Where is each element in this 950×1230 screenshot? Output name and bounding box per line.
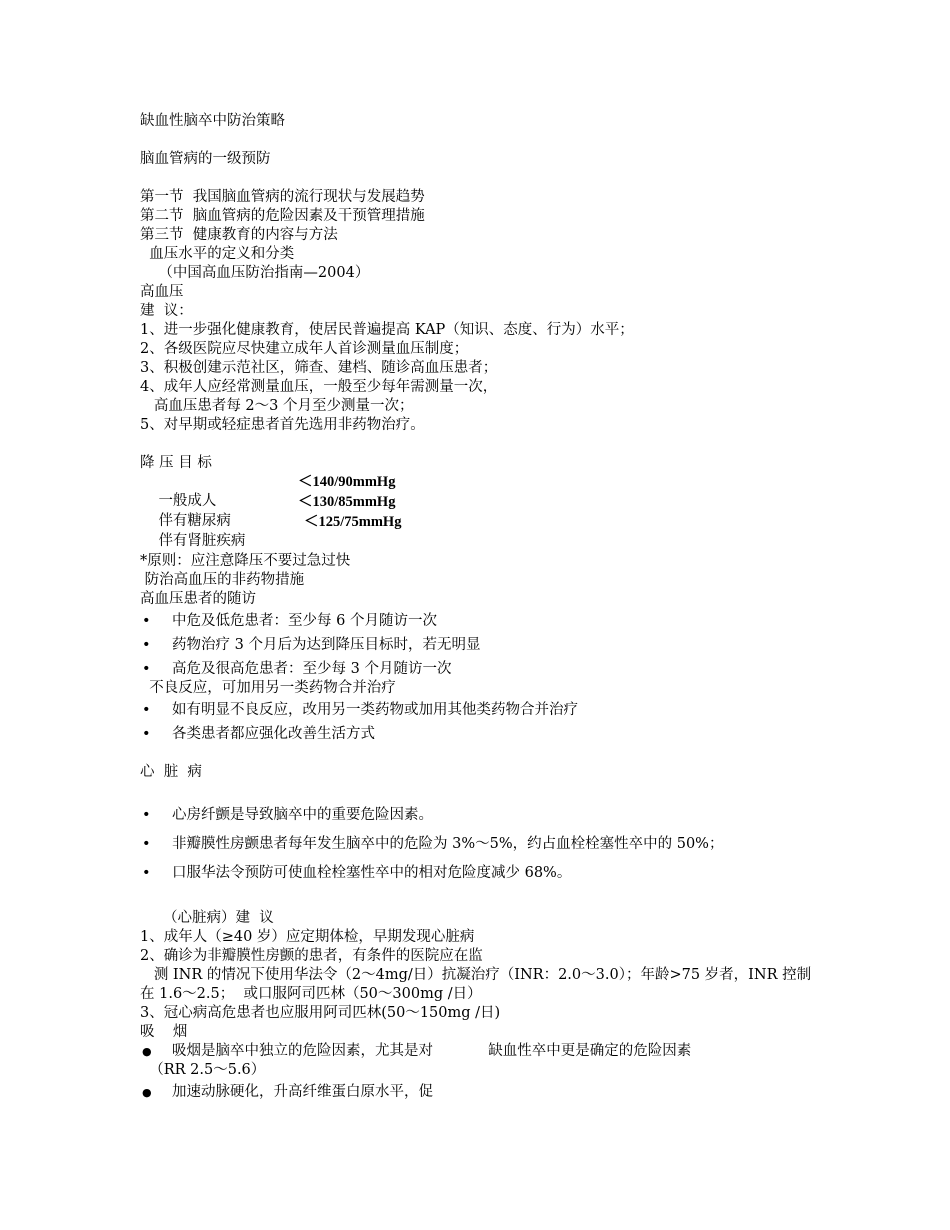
advice-heading: 建 议： xyxy=(140,303,193,319)
doc-subtitle: 脑血管病的一级预防 xyxy=(140,151,271,167)
hypertension-heading: 高血压 xyxy=(140,284,184,300)
advice-item: 高血压患者每 2～3 个月至少测量一次； xyxy=(140,398,414,414)
section-2: 第二节 脑血管病的危险因素及干预管理措施 xyxy=(140,208,425,224)
smoking-bullet: ● 吸烟是脑卒中独立的危险因素，尤其是对 缺血性卒中更是确定的危险因素 xyxy=(142,1043,692,1059)
advice-item: 1、进一步强化健康教育，使居民普遍提高 KAP（知识、态度、行为）水平； xyxy=(140,322,634,338)
smoking-bullet: ● 加速动脉硬化，升高纤维蛋白原水平，促 xyxy=(142,1084,433,1100)
followup-heading: 高血压患者的随访 xyxy=(140,591,256,607)
heart-advice-heading: （心脏病）建 议 xyxy=(140,910,274,926)
bullet-icon: • xyxy=(142,807,151,823)
followup-bullet: • 如有明显不良反应，改用另一类药物或加用其他类药物合并治疗 xyxy=(142,702,578,718)
heart-bullet: • 口服华法令预防可使血栓栓塞性卒中的相对危险度减少 68%。 xyxy=(142,865,572,881)
bp-definition-heading: 血压水平的定义和分类 xyxy=(140,246,295,262)
target-row xyxy=(140,513,840,549)
heart-advice-item: 1、成年人（≥40 岁）应定期体检，早期发现心脏病 xyxy=(140,929,475,945)
section-1: 第一节 我国脑血管病的流行现状与发展趋势 xyxy=(140,189,425,205)
bullet-icon: ● xyxy=(142,1086,152,1099)
advice-item: 3、积极创建示范社区，筛查、建档、随诊高血压患者； xyxy=(140,360,498,376)
target-label: 伴有肾脏疾病 xyxy=(158,533,246,549)
doc-title: 缺血性脑卒中防治策略 xyxy=(140,113,285,129)
followup-bullet: • 中危及低危患者：至少每 6 个月随访一次 xyxy=(142,613,437,629)
bullet-icon: • xyxy=(142,613,151,629)
target-heading: 降 压 目 标 xyxy=(140,455,212,471)
advice-item: 2、各级医院应尽快建立成年人首诊测量血压制度； xyxy=(140,341,469,357)
section-3: 第三节 健康教育的内容与方法 xyxy=(140,227,338,243)
bullet-icon: • xyxy=(142,661,151,677)
bullet-icon: • xyxy=(142,726,151,742)
bullet-icon: • xyxy=(142,865,151,881)
heart-advice-item: 测 INR 的情况下使用华法令（2～4mg/日）抗凝治疗（INR：2.0～3.0）；年龄>75 岁者，INR 控制 xyxy=(140,967,812,983)
followup-bullet: • 高危及很高危患者：至少每 3 个月随访一次 xyxy=(142,661,452,677)
target-value: ＜140/90mmHg xyxy=(298,474,396,490)
followup-bullet: • 各类患者都应强化改善生活方式 xyxy=(142,726,375,742)
bullet-icon: • xyxy=(142,637,151,653)
bullet-icon: • xyxy=(142,836,151,852)
smoking-continuation: （RR 2.5～5.6） xyxy=(140,1062,266,1078)
followup-continuation: 不良反应，可加用另一类药物合并治疗 xyxy=(140,680,396,696)
advice-item: 4、成年人应经常测量血压，一般至少每年需测量一次， xyxy=(140,379,498,395)
bullet-icon: ● xyxy=(142,1045,152,1058)
smoking-heading: 吸 烟 xyxy=(140,1024,188,1040)
followup-bullet: • 药物治疗 3 个月后为达到降压目标时，若无明显 xyxy=(142,637,481,653)
non-drug-heading: 防治高血压的非药物措施 xyxy=(140,572,305,588)
heart-heading: 心 脏 病 xyxy=(140,764,202,780)
heart-advice-item: 2、确诊为非瓣膜性房颤的患者，有条件的医院应在监 xyxy=(140,948,483,964)
heart-bullet: • 心房纤颤是导致脑卒中的重要危险因素。 xyxy=(142,807,433,823)
bp-guideline: （中国高血压防治指南—2004） xyxy=(140,265,370,281)
target-label: 伴有糖尿病 xyxy=(158,513,231,529)
target-value: ＜130/85mmHg xyxy=(298,494,396,510)
target-label: 一般成人 xyxy=(158,493,217,509)
heart-bullet: • 非瓣膜性房颤患者每年发生脑卒中的危险为 3%～5%，约占血栓栓塞性卒中的 50%； xyxy=(142,836,724,852)
heart-advice-item: 在 1.6～2.5； 或口服阿司匹林（50～300mg /日） xyxy=(140,986,482,1002)
principle-note: *原则：应注意降压不要过急过快 xyxy=(140,553,351,569)
heart-advice-item: 3、冠心病高危患者也应服用阿司匹林(50～150mg /日) xyxy=(140,1005,501,1021)
bullet-icon: • xyxy=(142,702,151,718)
advice-item: 5、对早期或轻症患者首先选用非药物治疗。 xyxy=(140,417,425,433)
document-page xyxy=(140,112,840,1102)
target-value: ＜125/75mmHg xyxy=(304,514,402,530)
